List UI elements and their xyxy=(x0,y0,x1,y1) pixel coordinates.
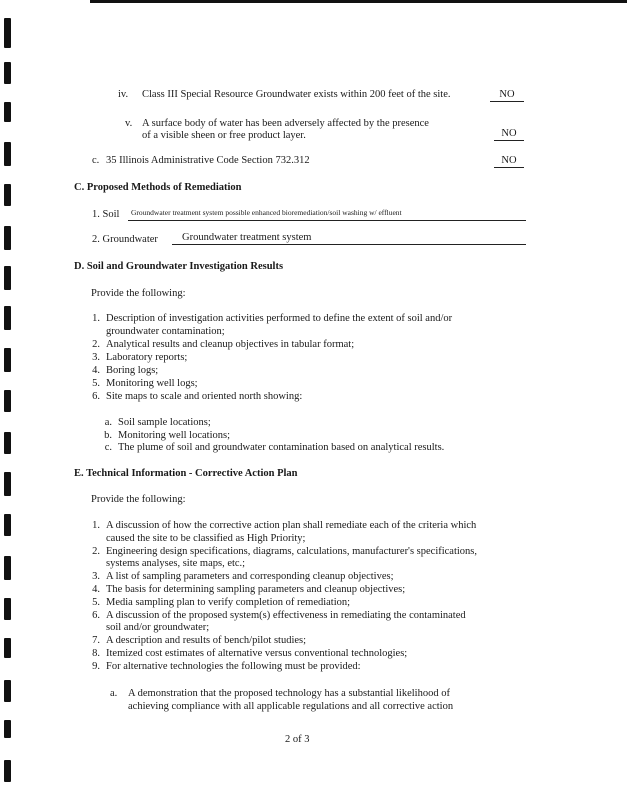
list-item-text: Site maps to scale and oriented north showing: xyxy=(106,391,303,402)
list-item xyxy=(86,364,158,377)
list-item-text: Media sampling plan to verify completion of remediation; xyxy=(106,596,351,608)
binding-mark xyxy=(4,62,11,84)
binding-mark xyxy=(4,680,11,702)
binding-mark xyxy=(4,226,11,250)
list-item-text: caused the site to be classified as High Priority; xyxy=(106,532,306,544)
list-item xyxy=(86,596,350,609)
list-item-text: soil and/or groundwater; xyxy=(106,622,210,634)
section-e-sub-a-number: a. xyxy=(110,688,118,699)
groundwater-label: 2. Groundwater xyxy=(92,234,158,245)
list-item xyxy=(86,621,209,634)
list-item-text: Analytical results and cleanup objectives in tabular format; xyxy=(106,339,355,350)
list-item-number: 1. xyxy=(92,313,100,324)
list-item-number: 3. xyxy=(92,571,100,583)
list-item-text: A discussion of the proposed system(s) effectiveness in remediating the contaminated xyxy=(106,609,466,621)
list-item-text: The plume of soil and groundwater contamination based on analytical results. xyxy=(118,442,445,453)
list-item xyxy=(86,377,198,390)
list-item xyxy=(86,557,245,570)
list-item-number: 1. xyxy=(92,520,100,531)
item-c-number: c. xyxy=(92,155,100,166)
list-item xyxy=(86,390,302,403)
list-item xyxy=(98,429,230,442)
list-item-number: 7. xyxy=(92,635,100,647)
soil-value: Groundwater treatment system possible enhanced bioremediation/soil washing w/ effluent xyxy=(131,208,402,217)
section-d-intro: Provide the following: xyxy=(91,288,186,299)
soil-label: 1. Soil xyxy=(92,209,120,220)
list-item-text: Boring logs; xyxy=(106,365,159,376)
list-item xyxy=(86,634,306,647)
list-item-text: Description of investigation activities performed to define the extent of soil and/or xyxy=(106,313,453,324)
list-item-text: For alternative technologies the following must be provided: xyxy=(106,660,361,672)
binding-mark xyxy=(4,266,11,290)
list-item-number: 8. xyxy=(92,648,100,659)
list-item xyxy=(86,570,394,583)
item-c-answer: NO xyxy=(494,154,524,168)
list-item-number: a. xyxy=(104,417,112,428)
list-item-number: c. xyxy=(104,442,112,453)
binding-mark xyxy=(4,18,11,48)
list-item xyxy=(86,583,405,596)
item-c-text: 35 Illinois Administrative Code Section 732.312 xyxy=(106,155,310,166)
list-item-number: 5. xyxy=(92,378,100,389)
list-item xyxy=(86,312,452,325)
list-item xyxy=(86,338,354,351)
binding-mark xyxy=(4,638,11,658)
binding-mark xyxy=(4,142,11,166)
item-v-answer: NO xyxy=(494,127,524,141)
section-e-intro: Provide the following: xyxy=(91,494,186,505)
binding-mark xyxy=(4,720,11,738)
list-item-number: 4. xyxy=(92,584,100,595)
top-edge-bar xyxy=(90,0,627,3)
list-item xyxy=(86,545,477,558)
list-item-number: 2. xyxy=(92,339,100,350)
binding-mark xyxy=(4,598,11,620)
list-item-text: Itemized cost estimates of alternative versus conventional technologies; xyxy=(106,648,408,659)
list-item-text: A discussion of how the corrective action plan shall remediate each of the criteria which xyxy=(106,520,477,531)
list-item-text: Monitoring well locations; xyxy=(118,429,230,441)
section-d-title: D. Soil and Groundwater Investigation Results xyxy=(74,261,284,272)
item-iv-answer: NO xyxy=(490,88,524,102)
section-c-title: C. Proposed Methods of Remediation xyxy=(74,182,242,193)
list-item xyxy=(86,660,361,673)
binding-mark xyxy=(4,306,11,330)
item-v-number: v. xyxy=(125,118,133,129)
list-item-number: 6. xyxy=(92,391,100,402)
section-e-title: E. Technical Information - Corrective Action Plan xyxy=(74,468,298,479)
list-item-number: 9. xyxy=(92,660,100,672)
list-item xyxy=(86,325,225,338)
list-item-number: 4. xyxy=(92,365,100,376)
item-iv-text: Class III Special Resource Groundwater exists within 200 feet of the site. xyxy=(142,89,451,100)
binding-mark xyxy=(4,432,11,454)
list-item-number: 3. xyxy=(92,352,100,363)
binding-mark xyxy=(4,760,11,782)
list-item-number: b. xyxy=(104,429,112,441)
list-item xyxy=(86,609,466,622)
section-e-sub-a-line2: achieving compliance with all applicable regulations and all corrective action xyxy=(128,701,454,712)
list-item xyxy=(86,647,407,660)
page-number: 2 of 3 xyxy=(285,734,310,745)
binding-mark xyxy=(4,514,11,536)
groundwater-value: Groundwater treatment system xyxy=(182,232,312,243)
item-v-line1: A surface body of water has been adversely affected by the presence xyxy=(142,118,429,129)
list-item-text: groundwater contamination; xyxy=(106,326,225,337)
list-item xyxy=(86,532,305,545)
list-item-text: systems analyses, site maps, etc.; xyxy=(106,558,246,570)
list-item-number: 6. xyxy=(92,609,100,621)
binding-mark xyxy=(4,184,11,206)
list-item-number: 2. xyxy=(92,545,100,557)
item-v-line2: of a visible sheen or free product layer. xyxy=(142,130,306,141)
list-item-text: Soil sample locations; xyxy=(118,417,211,428)
list-item-number: 5. xyxy=(92,596,100,608)
binding-mark xyxy=(4,348,11,372)
item-iv-number: iv. xyxy=(118,89,129,100)
section-e-sub-a-line1: A demonstration that the proposed technology has a substantial likelihood of xyxy=(128,688,450,699)
list-item-text: Monitoring well logs; xyxy=(106,378,198,389)
list-item xyxy=(98,441,444,454)
list-item xyxy=(86,351,187,364)
list-item xyxy=(86,519,476,532)
binding-mark xyxy=(4,556,11,580)
binding-mark xyxy=(4,102,11,122)
binding-mark xyxy=(4,472,11,496)
binding-mark xyxy=(4,390,11,412)
list-item-text: A list of sampling parameters and corresponding cleanup objectives; xyxy=(106,571,394,583)
list-item-text: A description and results of bench/pilot studies; xyxy=(106,635,307,647)
list-item xyxy=(98,416,211,429)
list-item-text: Engineering design specifications, diagrams, calculations, manufacturer's specifications, xyxy=(106,545,478,557)
list-item-text: The basis for determining sampling parameters and cleanup objectives; xyxy=(106,584,406,595)
list-item-text: Laboratory reports; xyxy=(106,352,188,363)
